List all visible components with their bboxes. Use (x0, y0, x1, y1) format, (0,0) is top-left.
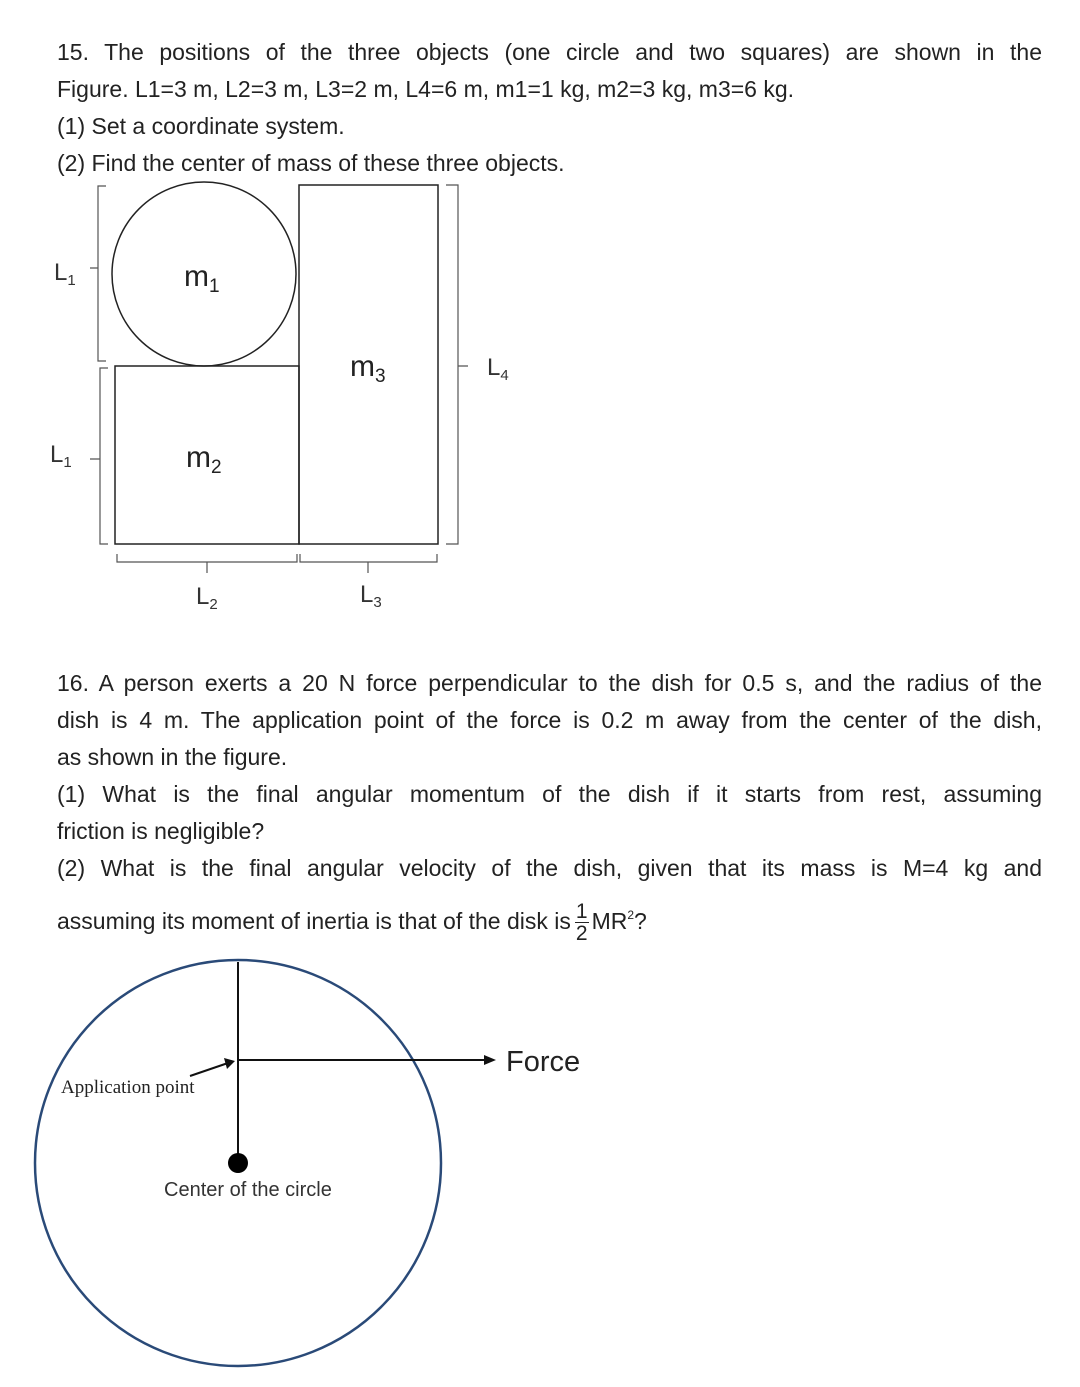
application-pointer-line (190, 1063, 228, 1076)
p16-line3: as shown in the figure. (57, 744, 288, 770)
p16-part1-line2: friction is negligible? (57, 818, 265, 844)
p16-part2-line1: (2) What is the final angular velocity of the dish, given that its mass is M=4 kg and (57, 855, 1042, 881)
application-pointer-arrowhead (224, 1058, 235, 1069)
p15-part1: (1) Set a coordinate system. (57, 113, 345, 139)
label-l1-top: $L_1$ (54, 259, 76, 289)
label-l3: $L_3$ (360, 581, 382, 611)
application-point-label: Application point (61, 1077, 195, 1098)
center-label: Center of the circle (164, 1179, 332, 1201)
label-l1-bottom: $L_1$ (50, 441, 72, 471)
formula-exponent: 2 (627, 908, 635, 922)
force-label: Force (506, 1046, 581, 1078)
label-m1: $m_1$ (184, 260, 220, 297)
label-m3: $m_3$ (350, 350, 386, 387)
formula-end: ? (634, 908, 647, 934)
p16-part1-line1: (1) What is the final angular momentum of the dish if it starts from rest, assuming (57, 781, 1042, 807)
p16-part2-line2-text: assuming its moment of inertia is that of the disk is (57, 908, 571, 934)
formula-mr: MR (591, 908, 628, 934)
frac-denominator: 2 (575, 922, 588, 946)
p16-line2: dish is 4 m. The application point of the force is 0.2 m away from the center of the dish, (57, 707, 1042, 733)
label-l4: $L_4$ (487, 354, 509, 384)
center-dot (228, 1153, 248, 1173)
frac-numerator: 1 (575, 900, 588, 924)
p15-part2: (2) Find the center of mass of these three objects. (57, 150, 565, 176)
force-arrowhead (484, 1055, 496, 1065)
p16-line1: 16. A person exerts a 20 N force perpendicular to the dish for 0.5 s, and the radius of the (57, 670, 1042, 696)
p15-line1: 15. The positions of the three objects (one circle and two squares) are shown in the (57, 39, 1042, 65)
label-m2: $m_2$ (186, 441, 222, 478)
label-l2: $L_2$ (196, 583, 218, 613)
p15-line2: Figure. L1=3 m, L2=3 m, L3=2 m, L4=6 m, m1=1 kg, m2=3 kg, m3=6 kg. (57, 76, 795, 102)
